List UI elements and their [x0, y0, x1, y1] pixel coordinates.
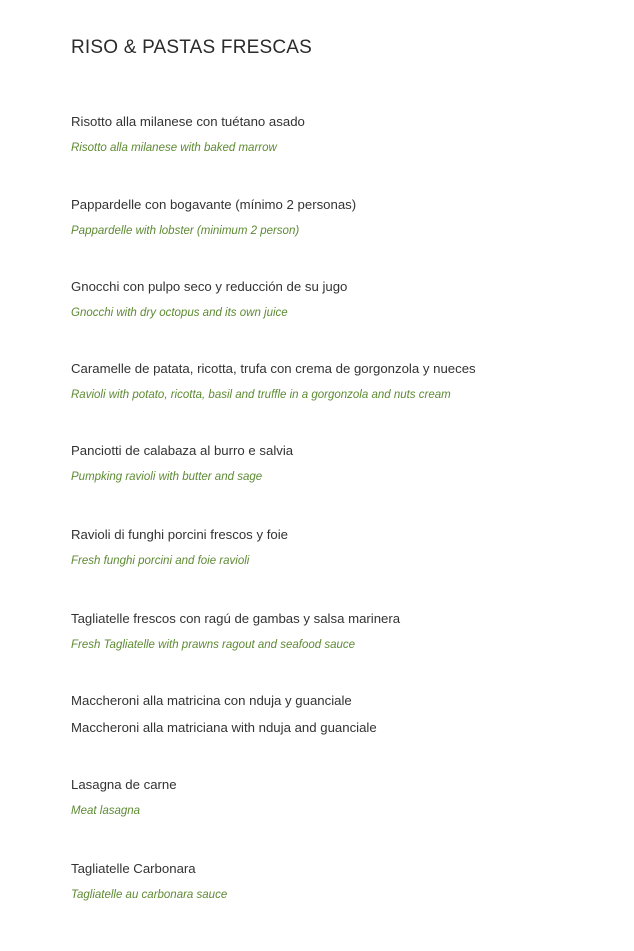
menu-item-pappardelle	[71, 197, 611, 238]
dish-name-es: Maccheroni alla matricina con nduja y guanciale	[71, 693, 352, 708]
dish-name-en: Risotto alla milanese with baked marrow	[71, 142, 277, 154]
menu-item-lasagna	[71, 777, 611, 818]
menu-item-caramelle	[71, 361, 611, 402]
dish-name-en: Gnocchi with dry octopus and its own juice	[71, 307, 288, 319]
menu-item-panciotti	[71, 443, 611, 484]
dish-name-en: Fresh funghi porcini and foie ravioli	[71, 555, 250, 567]
dish-name-en: Tagliatelle au carbonara sauce	[71, 889, 228, 901]
dish-name-es: Panciotti de calabaza al burro e salvia	[71, 443, 294, 458]
menu-item-tagliatelle-gambas	[71, 611, 611, 652]
dish-name-en: Maccheroni alla matriciana with nduja and guanciale	[71, 720, 377, 735]
section-title: RISO & PASTAS FRESCAS	[71, 37, 313, 58]
dish-name-en: Fresh Tagliatelle with prawns ragout and seafood sauce	[71, 639, 356, 651]
dish-name-es: Gnocchi con pulpo seco y reducción de su jugo	[71, 279, 348, 294]
menu-item-ravioli	[71, 527, 611, 568]
menu-item-risotto	[71, 114, 611, 155]
dish-name-es: Ravioli di funghi porcini frescos y foie	[71, 527, 288, 542]
dish-name-en: Pumpking ravioli with butter and sage	[71, 471, 263, 483]
dish-name-es: Tagliatelle Carbonara	[71, 861, 196, 876]
dish-name-es: Pappardelle con bogavante (mínimo 2 personas)	[71, 197, 357, 212]
menu-item-carbonara	[71, 861, 611, 902]
menu-item-maccheroni	[71, 693, 611, 736]
dish-name-en: Ravioli with potato, ricotta, basil and truffle in a gorgonzola and nuts cream	[71, 389, 451, 401]
dish-name-es: Tagliatelle frescos con ragú de gambas y salsa marinera	[71, 611, 401, 626]
dish-name-en: Meat lasagna	[71, 805, 141, 817]
menu-item-gnocchi	[71, 279, 611, 320]
dish-name-es: Lasagna de carne	[71, 777, 177, 792]
dish-name-es: Caramelle de patata, ricotta, trufa con crema de gorgonzola y nueces	[71, 361, 476, 376]
dish-name-es: Risotto alla milanese con tuétano asado	[71, 114, 305, 129]
dish-name-en: Pappardelle with lobster (minimum 2 person)	[71, 225, 300, 237]
